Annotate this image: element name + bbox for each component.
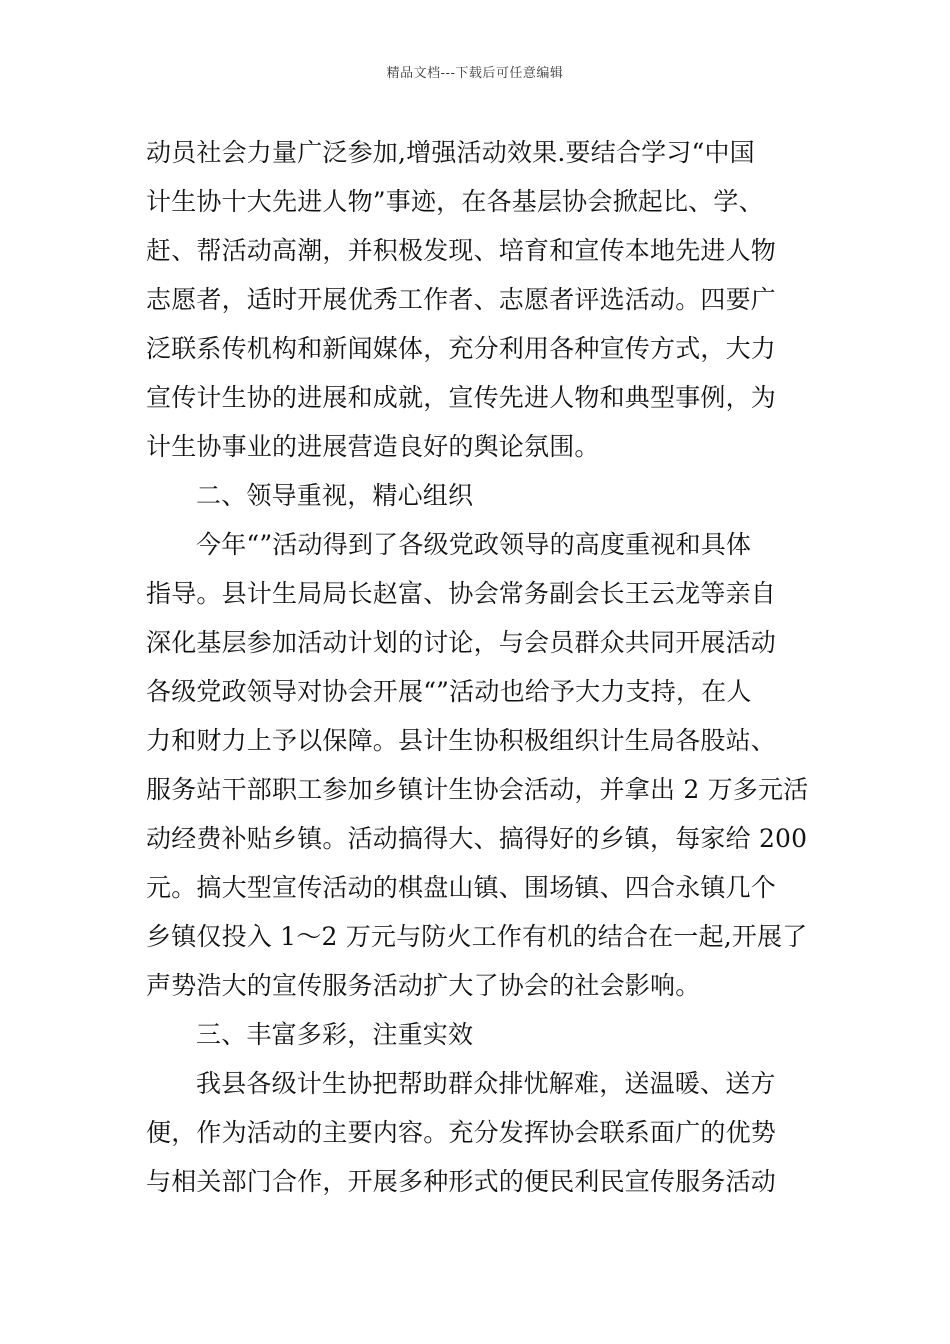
- text-line: 计生协事业的进展营造良好的舆论氛围。: [146, 432, 600, 461]
- text-line: 便，作为活动的主要内容。充分发挥协会联系面广的优势: [146, 1118, 777, 1147]
- section-heading: 二、领导重视，精心组织: [196, 481, 474, 510]
- text-line: 各级党政领导对协会开展“”活动也给予大力支持，在人: [146, 677, 752, 706]
- text-line: 泛联系传机构和新闻媒体，充分利用各种宣传方式，大力: [146, 334, 777, 363]
- text-line: 服务站干部职工参加乡镇计生协会活动，并拿出 2 万多元活: [146, 775, 809, 804]
- section-heading: 三、丰富多彩，注重实效: [196, 1020, 474, 1049]
- text-line: 深化基层参加活动计划的讨论，与会员群众共同开展活动: [146, 628, 777, 657]
- text-line: 宣传计生协的进展和成就，宣传先进人物和典型事例，为: [146, 383, 777, 412]
- text-line: 指导。县计生局局长赵富、协会常务副会长王云龙等亲自: [146, 579, 777, 608]
- text-line: 声势浩大的宣传服务活动扩大了协会的社会影响。: [146, 971, 701, 1000]
- page-header: 精品文档---下载后可任意编辑: [386, 66, 564, 81]
- text-line: 计生协十大先进人物”事迹，在各基层协会掀起比、学、: [146, 187, 764, 216]
- text-line: 乡镇仅投入 1～2 万元与防火工作有机的结合在一起,开展了: [146, 922, 808, 951]
- paragraph-start: 今年“”活动得到了各级党政领导的高度重视和具体: [196, 530, 752, 559]
- text-line: 赶、帮活动高潮，并积极发现、培育和宣传本地先进人物: [146, 236, 777, 265]
- document-body: [146, 128, 811, 1206]
- paragraph-start: 我县各级计生协把帮助群众排忧解难，送温暖、送方: [196, 1069, 776, 1098]
- text-line: 志愿者，适时开展优秀工作者、志愿者评选活动。四要广: [146, 285, 777, 314]
- text-line: 元。搞大型宣传活动的棋盘山镇、围场镇、四合永镇几个: [146, 873, 777, 902]
- text-line: 与相关部门合作，开展多种形式的便民利民宣传服务活动: [146, 1167, 777, 1196]
- text-line: 动经费补贴乡镇。活动搞得大、搞得好的乡镇，每家给 200: [146, 824, 808, 853]
- text-line: 动员社会力量广泛参加,增强活动效果.要结合学习“中国: [146, 138, 755, 167]
- text-line: 力和财力上予以保障。县计生协积极组织计生局各股站、: [146, 726, 777, 755]
